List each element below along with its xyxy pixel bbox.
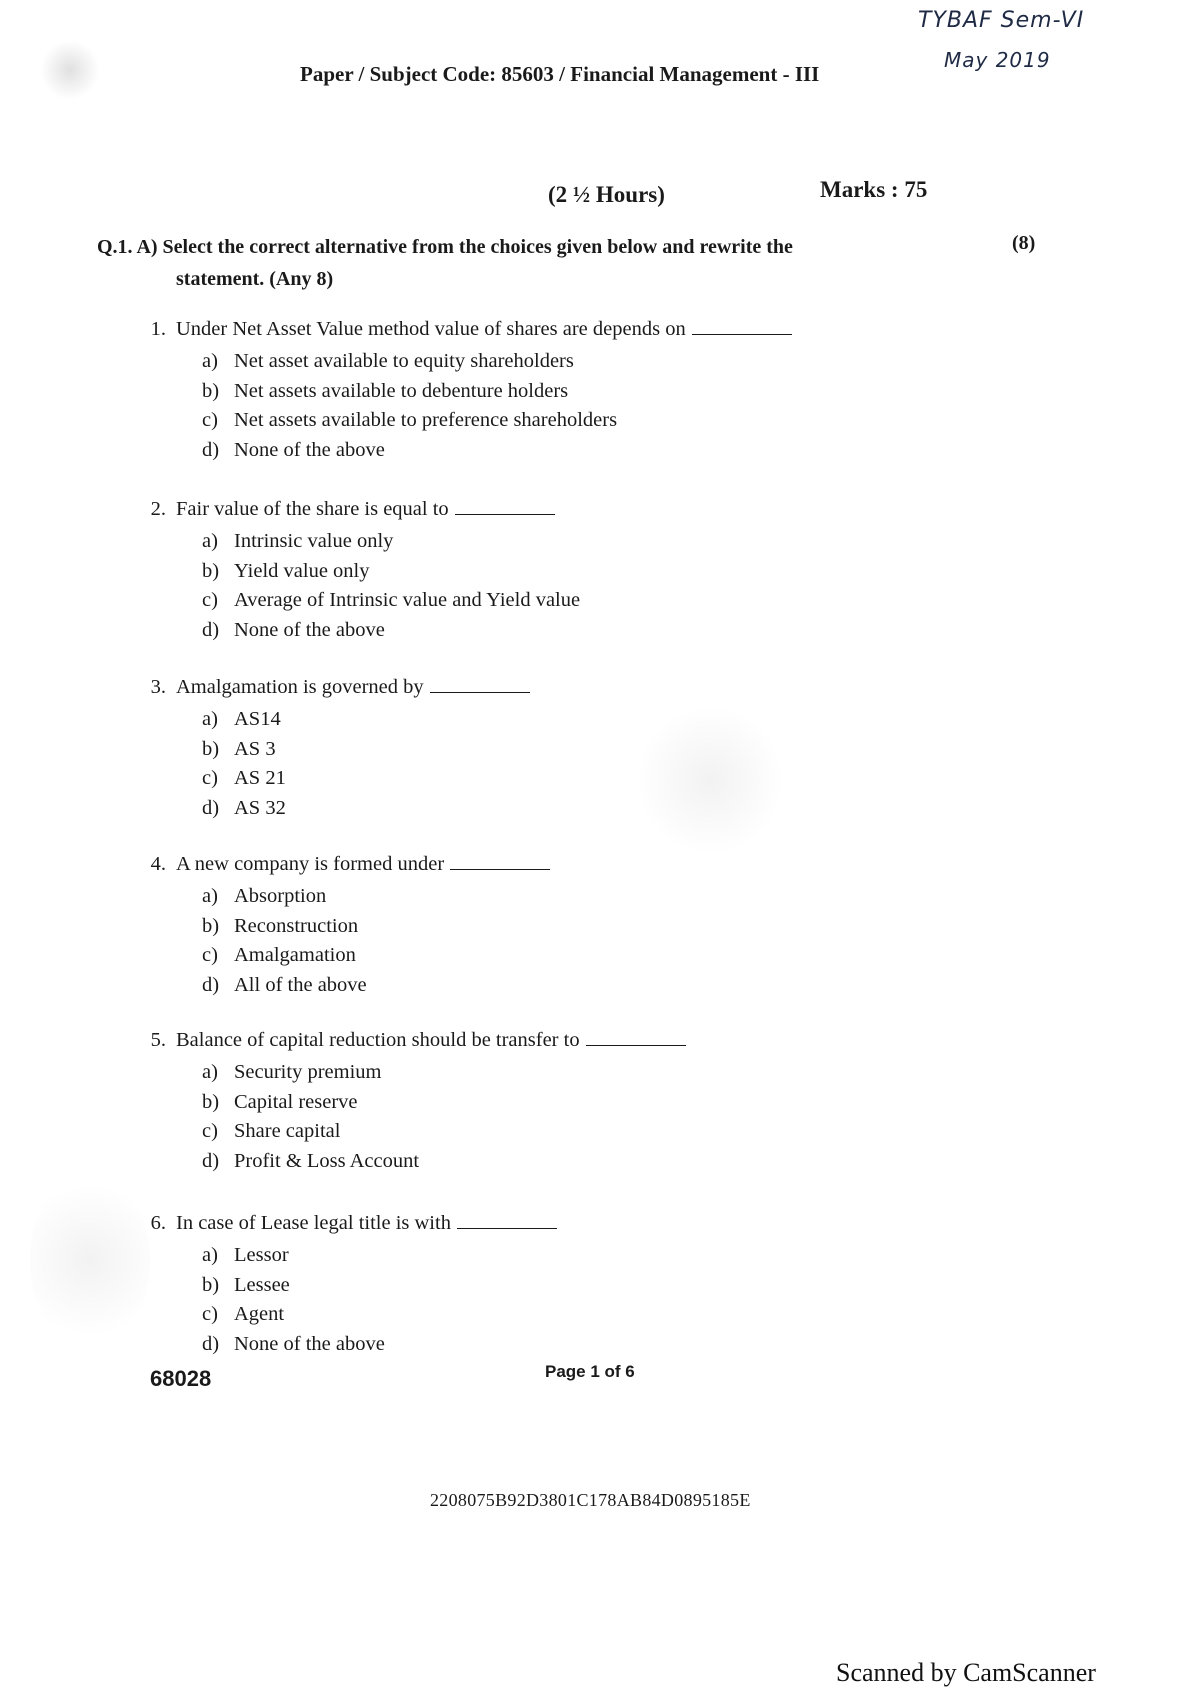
option-letter: d) [202, 438, 220, 461]
option-letter: a) [202, 1244, 218, 1266]
option-item [202, 1147, 686, 1177]
option-text: AS 32 [234, 796, 286, 819]
option-letter: b) [202, 559, 220, 582]
option-letter: c) [202, 1303, 218, 1325]
page-number: Page 1 of 6 [545, 1362, 635, 1381]
option-item [202, 586, 580, 616]
option-item [202, 1330, 557, 1360]
option-text: None of the above [234, 438, 385, 461]
question-number: 4. [150, 853, 166, 875]
option-text: Yield value only [234, 559, 370, 582]
exam-duration: (2 ½ Hours) [548, 182, 665, 207]
question-text: Under Net Asset Value method value of shares are depends on [176, 318, 686, 340]
option-letter: d) [202, 796, 220, 819]
question-text: A new company is formed under [176, 853, 445, 875]
option-item [202, 1088, 686, 1118]
option-list [202, 705, 530, 823]
option-item [202, 764, 530, 794]
total-marks: Marks : 75 [820, 177, 928, 202]
option-item [202, 347, 792, 377]
option-letter: b) [202, 737, 220, 760]
answer-blank [430, 678, 530, 693]
option-list [202, 347, 792, 465]
option-item [202, 436, 792, 466]
option-letter: c) [202, 409, 218, 431]
option-item [202, 912, 550, 942]
option-item [202, 735, 530, 765]
option-text: Net asset available to equity shareholders [234, 350, 574, 372]
question-6 [130, 1212, 557, 1359]
option-item [202, 377, 792, 407]
option-letter: c) [202, 589, 218, 611]
option-item [202, 705, 530, 735]
option-list [202, 1058, 686, 1176]
option-text: None of the above [234, 1332, 385, 1355]
option-letter: c) [202, 767, 218, 789]
question-text: In case of Lease legal title is with [176, 1212, 451, 1234]
option-item [202, 1058, 686, 1088]
answer-blank [586, 1031, 686, 1046]
option-letter: a) [202, 708, 218, 730]
question-text: Balance of capital reduction should be transfer to [176, 1029, 580, 1051]
option-text: Lessor [234, 1244, 289, 1266]
question-text: Fair value of the share is equal to [176, 498, 449, 520]
question-3 [130, 676, 530, 823]
section-title-line2: statement. (Any 8) [176, 268, 334, 290]
option-text: Profit & Loss Account [234, 1149, 420, 1172]
option-item [202, 1300, 557, 1330]
option-text: Reconstruction [234, 914, 359, 937]
option-text: Average of Intrinsic value and Yield value [234, 589, 581, 611]
option-letter: d) [202, 1332, 220, 1355]
option-text: Share capital [234, 1120, 341, 1142]
option-item [202, 794, 530, 824]
option-item [202, 527, 580, 557]
option-text: Capital reserve [234, 1090, 358, 1113]
question-number: 3. [150, 676, 166, 698]
option-item [202, 941, 550, 971]
option-text: AS 21 [234, 767, 286, 789]
document-hash: 2208075B92D3801C178AB84D0895185E [430, 1490, 751, 1510]
scan-speckle [640, 700, 780, 860]
option-letter: b) [202, 379, 220, 402]
section-title-line1: Q.1. A) Select the correct alternative from the choices given below and rewrite the [97, 236, 793, 258]
option-text: Absorption [234, 885, 327, 907]
option-item [202, 557, 580, 587]
scan-speckle [40, 40, 100, 100]
answer-blank [692, 320, 792, 335]
option-text: All of the above [234, 973, 367, 996]
question-number: 5. [150, 1029, 166, 1051]
scanner-watermark: Scanned by CamScanner [836, 1658, 1096, 1687]
section-marks: (8) [1012, 232, 1036, 254]
option-list [202, 1241, 557, 1359]
option-letter: a) [202, 530, 218, 552]
option-text: Amalgamation [234, 944, 356, 966]
paper-subject-code: Paper / Subject Code: 85603 / Financial Management - III [300, 62, 820, 86]
option-list [202, 527, 580, 645]
question-2 [130, 498, 580, 645]
option-letter: b) [202, 1273, 220, 1296]
option-letter: a) [202, 350, 218, 372]
option-letter: b) [202, 914, 220, 937]
option-text: Intrinsic value only [234, 530, 394, 552]
question-text: Amalgamation is governed by [176, 676, 424, 698]
question-5 [130, 1029, 686, 1176]
option-letter: a) [202, 1061, 218, 1083]
option-letter: d) [202, 1149, 220, 1172]
question-number: 2. [150, 498, 166, 520]
option-text: Net assets available to debenture holders [234, 379, 569, 402]
option-item [202, 1117, 686, 1147]
answer-blank [450, 855, 550, 870]
handwritten-note-line1: TYBAF Sem-VI [918, 8, 1085, 33]
question-1 [130, 318, 792, 465]
option-item [202, 616, 580, 646]
option-letter: d) [202, 973, 220, 996]
option-text: Lessee [234, 1273, 290, 1296]
option-item [202, 971, 550, 1001]
question-number: 6. [150, 1212, 166, 1234]
option-text: Security premium [234, 1061, 382, 1083]
option-text: Net assets available to preference shareholders [234, 409, 618, 431]
question-number: 1. [150, 318, 166, 340]
option-letter: c) [202, 944, 218, 966]
option-list [202, 882, 550, 1000]
option-text: Agent [234, 1303, 285, 1325]
question-4 [130, 853, 550, 1000]
option-letter: d) [202, 618, 220, 641]
answer-blank [455, 500, 555, 515]
paper-code: 68028 [150, 1366, 212, 1391]
option-letter: b) [202, 1090, 220, 1113]
answer-blank [457, 1214, 557, 1229]
option-text: None of the above [234, 618, 385, 641]
option-item [202, 1241, 557, 1271]
option-item [202, 406, 792, 436]
option-letter: c) [202, 1120, 218, 1142]
option-item [202, 882, 550, 912]
option-text: AS14 [234, 708, 281, 730]
option-letter: a) [202, 885, 218, 907]
option-text: AS 3 [234, 737, 276, 760]
option-item [202, 1271, 557, 1301]
handwritten-note-line2: May 2019 [944, 48, 1051, 72]
